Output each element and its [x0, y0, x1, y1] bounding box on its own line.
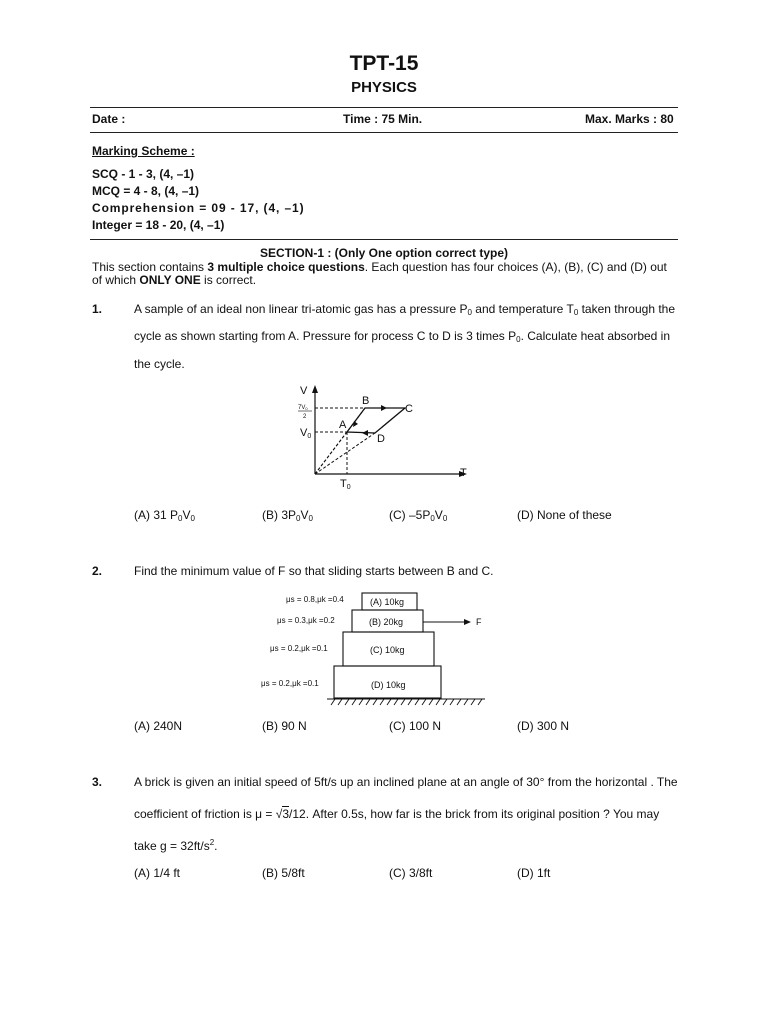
question-text-line: A sample of an ideal non linear tri-atomic gas has a pressure $P_0$ and temperature $T_0$ taken through the	[134, 302, 676, 317]
option-b: (B) $3P_0V_0$	[262, 508, 313, 523]
marking-scheme-line: SCQ - 1 - 3, (4, –1)	[92, 167, 195, 181]
block-b-label: (B) 20kg	[369, 617, 404, 627]
option-a: (A) 1/4 ft	[134, 866, 181, 880]
divider	[90, 107, 678, 108]
question-text-line: cycle as shown starting from A. Pressure for process C to D is 3 times $P_0$. Calculate heat absorbed in	[134, 329, 671, 344]
option-d: (D) 300 N	[517, 719, 570, 733]
friction-label: μs = 0.2,μk =0.1	[270, 644, 328, 653]
option-c: (C) 3/8ft	[389, 866, 433, 880]
marking-scheme-line: Comprehension = 09 - 17, (4, –1)	[92, 201, 305, 215]
arrow-icon	[362, 430, 368, 436]
option-c: (C) 100 N	[389, 719, 442, 733]
point-label-d: D	[377, 433, 385, 445]
axis-label-v: V	[300, 385, 308, 397]
force-label: F	[476, 617, 482, 627]
option-c: (C) $-5P_0V_0$	[389, 508, 448, 523]
question-text-line: take $g = 32ft/s^2$.	[134, 838, 218, 853]
friction-label: μs = 0.8,μk =0.4	[286, 595, 344, 604]
question-text-line: A brick is given an initial speed of 5ft/s up an inclined plane at an angle of 30° from the horizontal . The	[134, 775, 678, 789]
tick-label-t0: T0	[340, 478, 351, 491]
block-a-label: (A) 10kg	[370, 597, 405, 607]
cycle-path	[347, 408, 405, 433]
tick-label-7v0-2: 7V0	[298, 405, 308, 411]
date-label: Date :	[92, 112, 126, 126]
v-axis-arrow-icon	[312, 385, 318, 393]
option-b: (B) 5/8ft	[262, 866, 305, 880]
point-label-a: A	[339, 419, 347, 431]
friction-label: μs = 0.2,μk =0.1	[261, 679, 319, 688]
question-text-line: the cycle.	[134, 357, 185, 371]
question-number: 2.	[92, 564, 103, 578]
subject-title: PHYSICS	[351, 79, 417, 96]
question-number: 3.	[92, 775, 103, 789]
ground-hatch	[331, 699, 482, 705]
svg-text:2: 2	[303, 414, 307, 420]
question-text-line: Find the minimum value of F so that sliding starts between B and C.	[134, 564, 494, 578]
marking-scheme-line: MCQ = 4 - 8, (4, –1)	[92, 184, 200, 198]
divider	[90, 132, 678, 133]
block-d-label: (D) 10kg	[371, 680, 406, 690]
marking-scheme-heading: Marking Scheme :	[92, 144, 195, 158]
point-label-c: C	[405, 403, 413, 415]
arrow-icon	[353, 421, 358, 427]
paper-title: TPT-15	[349, 52, 419, 75]
option-a: (A) 240N	[134, 719, 183, 733]
arrow-icon	[381, 405, 387, 411]
option-b: (B) 90 N	[262, 719, 307, 733]
block-c-label: (C) 10kg	[370, 645, 405, 655]
point-label-b: B	[362, 395, 370, 407]
block-stack-diagram	[255, 588, 490, 708]
tick-label-v0: V0	[300, 427, 312, 440]
max-marks-label: Max. Marks : 80	[585, 112, 674, 126]
option-a: (A) 31 $P_0V_0$	[134, 508, 195, 523]
sqrt-icon: √	[275, 807, 283, 821]
option-d: (D) 1ft	[517, 866, 551, 880]
arrow-right-icon	[464, 619, 471, 625]
axis-label-t: T	[460, 467, 467, 479]
marking-scheme-line: Integer = 18 - 20, (4, –1)	[92, 218, 225, 232]
vt-cycle-diagram	[290, 380, 480, 492]
section-intro: This section contains 3 multiple choice questions. Each question has four choices (A), (B), (C) and (D) out of which ONLY ONE is correct.	[92, 260, 667, 287]
friction-label: μs = 0.3,μk =0.2	[277, 616, 335, 625]
section-title: SECTION-1 : (Only One option correct type)	[259, 246, 509, 260]
question-number: 1.	[92, 302, 103, 316]
question-text-line: coefficient of friction is μ = √3/12. After 0.5s, how far is the brick from its original position ? You may	[134, 807, 660, 821]
option-d: (D) None of these	[517, 508, 612, 522]
time-label: Time : 75 Min.	[343, 112, 423, 126]
divider	[90, 239, 678, 240]
